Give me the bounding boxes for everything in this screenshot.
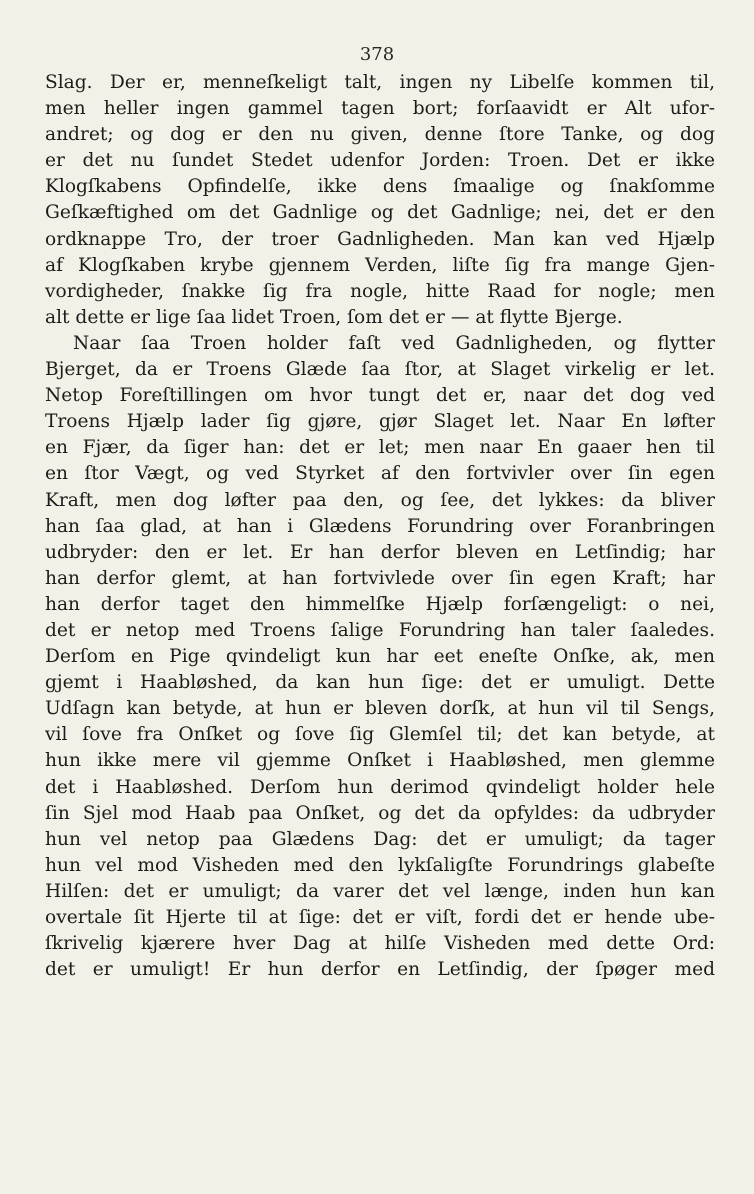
text-line: ſin Sjel mod Haab paa Onſket, og det da opfyldes: da udbryder [45,802,715,824]
text-line: han derfor glemt, at han fortvivlede over ſin egen Kraft; har [45,567,715,589]
text-line: Netop Foreſtillingen om hvor tungt det er, naar det dog ved [45,385,715,407]
text-line: hun vel netop paa Glædens Dag: det er umuligt; da tager [45,828,715,850]
text-line: Naar ſaa Troen holder faſt ved Gadnligheden, og flytter [73,332,715,354]
text-line: Udſagn kan betyde, at hun er bleven dorſk, at hun vil til Sengs, [45,698,715,720]
text-line: er det nu ſundet Stedet udenfor Jorden: Troen. Det er ikke [45,150,715,172]
text-line: af Klogſkaben krybe gjennem Verden, liſte ſig fra mange Gjen- [45,254,715,276]
text-line: Slag. Der er, menneſkeligt talt, ingen ny Libelſe kommen til, [45,72,715,93]
text-line: ſkrivelig kjærere hver Dag at hilſe Visheden med dette Ord: [45,933,715,955]
text-line: det i Haabløshed. Derſom hun derimod qvindeligt holder hele [45,776,715,798]
text-line: en Fjær, da ſiger han: det er let; men naar En gaaer hen til [45,437,715,459]
text-line: hun ikke mere vil gjemme Onſket i Haabløshed, men glemme [45,750,715,772]
text-line: men heller ingen gammel tagen bort; forſaavidt er Alt ufor- [45,98,715,120]
text-line: han derfor taget den himmelſke Hjælp forſængeligt: o nei, [45,593,715,615]
text-line: han ſaa glad, at han i Glædens Forundring over Foranbringen [45,515,715,537]
text-line: det er netop med Troens ſalige Forundring han taler ſaaledes. [45,619,715,641]
text-line: en ſtor Vægt, og ved Styrket af den fortvivler over ſin egen [45,463,715,485]
text-line: alt dette er lige ſaa lidet Troen, ſom det er — at flytte Bjerge. [45,306,623,328]
text-line: vil ſove fra Onſket og ſove ſig Glemſel til; det kan betyde, at [45,724,715,746]
text-line: Hilſen: det er umuligt; da varer det vel længe, inden hun kan [45,880,715,902]
text-line: Derſom en Pige qvindeligt kun har eet eneſte Onſke, ak, men [45,646,715,668]
text-line: gjemt i Haabløshed, da kan hun ſige: det er umuligt. Dette [45,672,715,694]
text-line: ordknappe Tro, der troer Gadnligheden. Man kan ved Hjælp [45,228,715,250]
text-line: Geſkæftighed om det Gadnlige og det Gadnlige; nei, det er den [45,202,715,224]
text-line: Bjerget, da er Troens Glæde ſaa ſtor, at Slaget virkelig er let. [45,359,715,381]
text-line: Kraft, men dog løfter paa den, og ſee, det lykkes: da bliver [45,489,715,511]
text-line: overtale ſit Hjerte til at ſige: det er viſt, fordi det er hende ube- [45,907,715,928]
text-line: Klogſkabens Opfindelſe, ikke dens ſmaalige og ſnakſomme [45,176,715,198]
page-number: 378 [359,44,395,65]
text-line: hun vel mod Visheden med den lykſaligſte Forundrings glabeſte [45,854,715,876]
text-line: andret; og dog er den nu given, denne ſtore Tanke, og dog [45,124,715,146]
body-text [45,70,715,983]
text-line: vordigheder, ſnakke ſig fra nogle, hitte Raad for nogle; men [45,280,715,302]
text-line: udbryder: den er let. Er han derfor bleven en Letſindig; har [45,541,715,563]
text-line: Troens Hjælp lader ſig gjøre, gjør Slaget let. Naar En løfter [45,411,715,433]
text-line: det er umuligt! Er hun derfor en Letſindig, der ſpøger med [45,959,715,981]
